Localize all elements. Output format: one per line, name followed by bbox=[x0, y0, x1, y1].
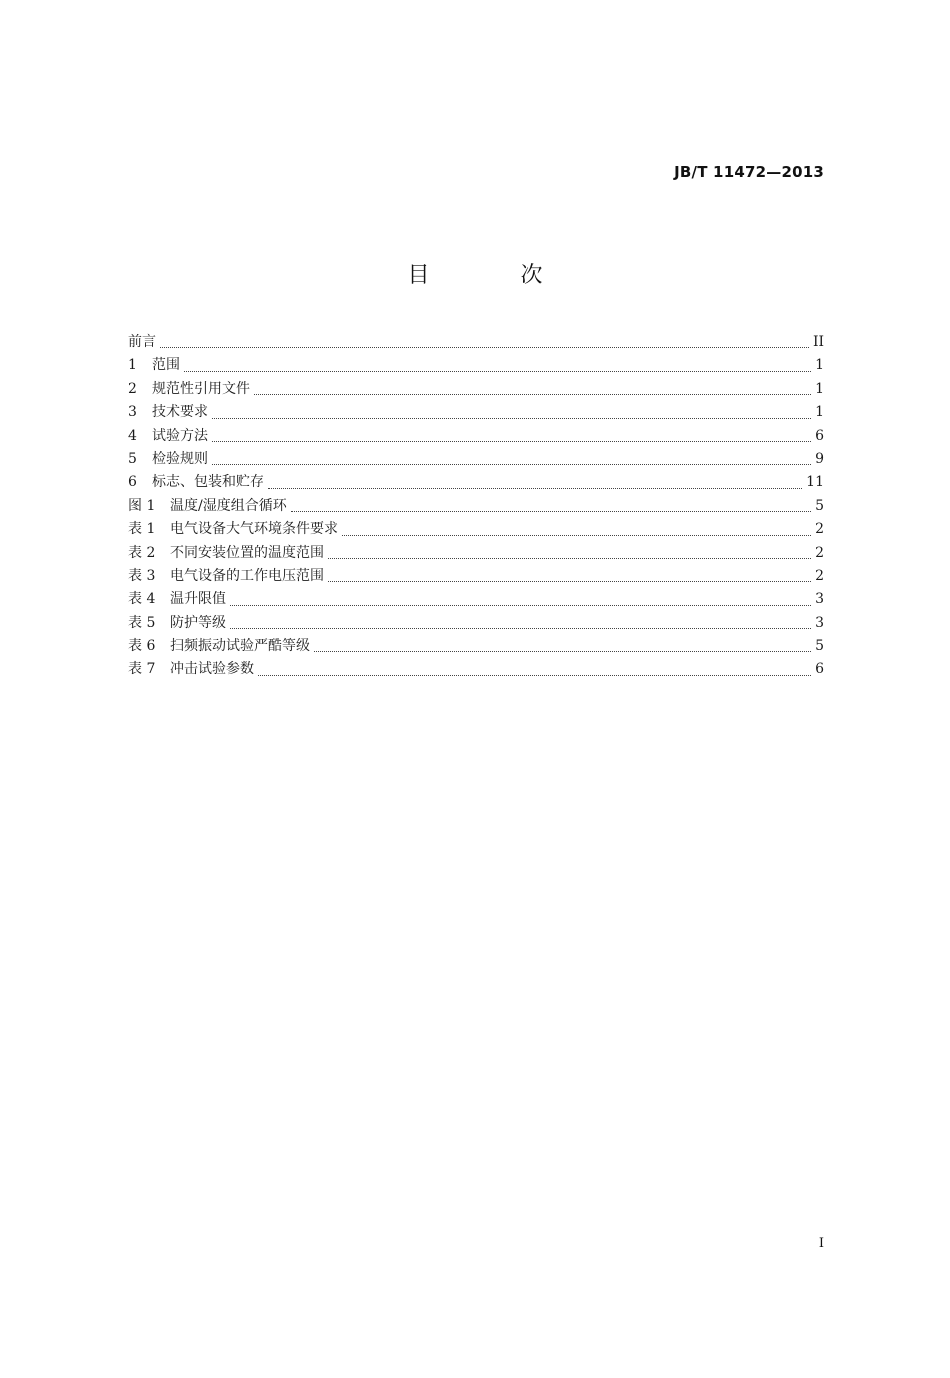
toc-entry-scope[interactable] bbox=[128, 354, 824, 377]
toc-entry-page: 3 bbox=[815, 591, 824, 608]
toc-entry-table-6[interactable] bbox=[128, 635, 824, 658]
toc-entry-number: 4 bbox=[128, 427, 137, 444]
toc-entry-page: 2 bbox=[815, 544, 824, 561]
toc-entry-table-5[interactable] bbox=[128, 612, 824, 635]
toc-entry-table-4[interactable] bbox=[128, 588, 824, 611]
toc-entry-number: 表 6 bbox=[128, 638, 156, 655]
toc-entry-label: 扫频振动试验严酷等级 bbox=[170, 638, 310, 655]
toc-entry-table-7[interactable] bbox=[128, 658, 824, 681]
toc-entry-normative-references[interactable] bbox=[128, 378, 824, 401]
toc-entry-page: II bbox=[812, 333, 824, 350]
page-number: I bbox=[818, 1236, 824, 1251]
toc-entry-number: 表 4 bbox=[128, 591, 156, 608]
toc-entry-label: 冲击试验参数 bbox=[170, 661, 254, 678]
toc-entry-number: 表 3 bbox=[128, 567, 156, 584]
toc-entry-label: 技术要求 bbox=[152, 404, 208, 421]
toc-entry-label: 规范性引用文件 bbox=[152, 380, 250, 397]
toc-entry-number: 表 1 bbox=[128, 521, 156, 538]
toc-entry-label: 前言 bbox=[128, 333, 156, 350]
toc-title: 目 次 bbox=[407, 263, 585, 288]
toc-entry-page: 6 bbox=[815, 427, 824, 444]
toc-entry-label: 防护等级 bbox=[170, 614, 226, 631]
toc-entry-marking-packaging-storage[interactable] bbox=[128, 471, 824, 494]
toc-entry-table-1[interactable] bbox=[128, 518, 824, 541]
toc-leader-dots bbox=[342, 535, 811, 536]
standard-code: JB/T 11472—2013 bbox=[674, 163, 824, 181]
toc-entry-number: 表 7 bbox=[128, 661, 156, 678]
toc-entry-page: 3 bbox=[815, 614, 824, 631]
toc-entry-number: 3 bbox=[128, 404, 137, 421]
toc-entry-page: 2 bbox=[815, 567, 824, 584]
toc-entry-number: 5 bbox=[128, 450, 137, 467]
toc-leader-dots bbox=[314, 651, 811, 652]
toc-leader-dots bbox=[212, 441, 811, 442]
toc-entry-inspection-rules[interactable] bbox=[128, 448, 824, 471]
toc-entry-number: 1 bbox=[128, 357, 137, 374]
toc-leader-dots bbox=[328, 558, 811, 559]
toc-entry-table-3[interactable] bbox=[128, 565, 824, 588]
toc-entry-label: 范围 bbox=[152, 357, 180, 374]
toc-entry-page: 11 bbox=[806, 474, 824, 491]
toc-leader-dots bbox=[230, 605, 811, 606]
toc-entry-figure-1[interactable] bbox=[128, 495, 824, 518]
toc-entry-number: 表 5 bbox=[128, 614, 156, 631]
table-of-contents bbox=[128, 331, 824, 682]
toc-entry-label: 电气设备的工作电压范围 bbox=[170, 567, 324, 584]
toc-entry-page: 2 bbox=[815, 521, 824, 538]
toc-entry-label: 试验方法 bbox=[152, 427, 208, 444]
toc-leader-dots bbox=[254, 394, 811, 395]
toc-leader-dots bbox=[291, 511, 811, 512]
toc-entry-number: 图 1 bbox=[128, 497, 156, 514]
toc-entry-page: 9 bbox=[815, 450, 824, 467]
toc-leader-dots bbox=[328, 581, 811, 582]
toc-entry-number: 表 2 bbox=[128, 544, 156, 561]
toc-entry-label: 电气设备大气环境条件要求 bbox=[170, 521, 338, 538]
toc-entry-page: 6 bbox=[815, 661, 824, 678]
toc-entry-foreword[interactable] bbox=[128, 331, 824, 354]
toc-entry-label: 不同安装位置的温度范围 bbox=[170, 544, 324, 561]
toc-entry-number: 6 bbox=[128, 474, 137, 491]
toc-entry-page: 1 bbox=[815, 404, 824, 421]
toc-entry-label: 检验规则 bbox=[152, 450, 208, 467]
toc-entry-label: 温度/湿度组合循环 bbox=[170, 497, 287, 514]
toc-leader-dots bbox=[230, 628, 811, 629]
toc-entry-test-methods[interactable] bbox=[128, 425, 824, 448]
toc-leader-dots bbox=[212, 464, 811, 465]
toc-entry-page: 1 bbox=[815, 380, 824, 397]
toc-leader-dots bbox=[212, 418, 811, 419]
toc-entry-label: 温升限值 bbox=[170, 591, 226, 608]
toc-entry-page: 5 bbox=[815, 497, 824, 514]
toc-entry-number: 2 bbox=[128, 380, 137, 397]
toc-entry-table-2[interactable] bbox=[128, 542, 824, 565]
toc-entry-technical-requirements[interactable] bbox=[128, 401, 824, 424]
toc-leader-dots bbox=[160, 347, 809, 348]
toc-leader-dots bbox=[184, 371, 811, 372]
toc-entry-label: 标志、包装和贮存 bbox=[152, 474, 264, 491]
toc-entry-page: 1 bbox=[815, 357, 824, 374]
toc-entry-page: 5 bbox=[815, 638, 824, 655]
toc-leader-dots bbox=[258, 675, 811, 676]
toc-leader-dots bbox=[268, 488, 802, 489]
